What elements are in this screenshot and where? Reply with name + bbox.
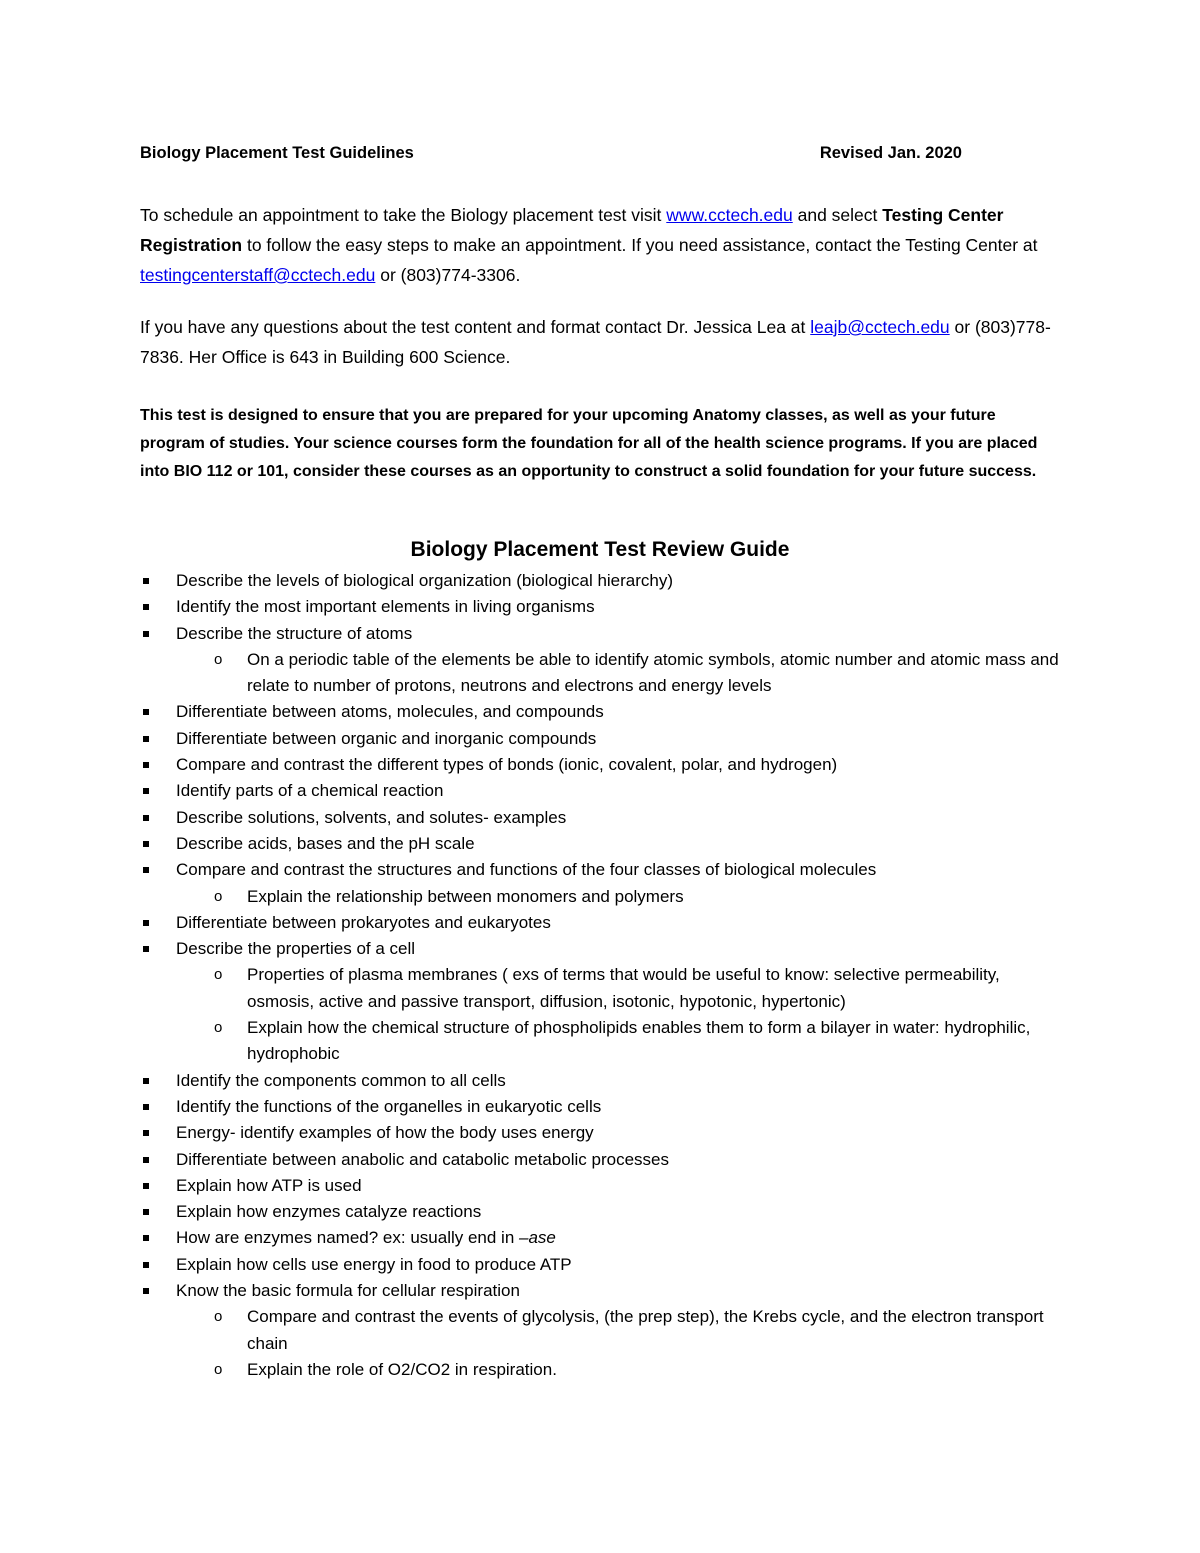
list-item: Energy- identify examples of how the body uses energy (140, 1120, 1070, 1146)
p1-text-2: and select (792, 205, 883, 225)
sub-list-item: o Explain the relationship between monomers and polymers (140, 884, 1070, 910)
scheduling-paragraph (140, 200, 1065, 290)
p1-text-3: to follow the easy steps to make an appointment. If you need assistance, contact the Testing Center at (242, 235, 1038, 255)
review-guide-list (140, 568, 1070, 1383)
sub-list-item: o Compare and contrast the events of glycolysis, (the prep step), the Krebs cycle, and the electron transport chain (140, 1304, 1070, 1357)
sub-list-item: o Explain how the chemical structure of phospholipids enables them to form a bilayer in water: hydrophilic, hydrophobic (140, 1015, 1070, 1068)
list-item (140, 1225, 1070, 1251)
list-item: Identify the most important elements in living organisms (140, 594, 1070, 620)
sub-list-item: o Properties of plasma membranes ( exs of terms that would be useful to know: selective permeability, osmosis, active and passive transport, diffusion, isotonic, hypotonic, hypertonic) (140, 962, 1070, 1015)
list-item: Compare and contrast the different types of bonds (ionic, covalent, polar, and hydrogen) (140, 752, 1070, 778)
enzyme-suffix: –ase (519, 1228, 556, 1248)
list-item: Differentiate between anabolic and catabolic metabolic processes (140, 1147, 1070, 1173)
sub-list-item: o Explain the role of O2/CO2 in respiration. (140, 1357, 1070, 1383)
list-item: Explain how cells use energy in food to produce ATP (140, 1252, 1070, 1278)
list-item: Differentiate between prokaryotes and eukaryotes (140, 910, 1070, 936)
list-item: Describe the structure of atoms (140, 621, 1070, 647)
p2-text-2: or (803)778-7836. Her Office is 643 in Building 600 Science. (140, 317, 1051, 367)
list-item: Explain how ATP is used (140, 1173, 1070, 1199)
list-item: Describe the levels of biological organization (biological hierarchy) (140, 568, 1070, 594)
list-item: Identify parts of a chemical reaction (140, 778, 1070, 804)
p1-text-4: or (803)774-3306. (375, 265, 521, 285)
list-item: Differentiate between organic and inorganic compounds (140, 726, 1070, 752)
purpose-paragraph: This test is designed to ensure that you are prepared for your upcoming Anatomy classes, as well as your future program of studies. Your science courses form the foundation for all of the health science programs. If you are placed into BIO 112 or 101, consider these courses as an opportunity to construct a solid foundation for your future success. (140, 407, 1038, 480)
document-header (140, 144, 962, 163)
sub-list-item: o On a periodic table of the elements be able to identify atomic symbols, atomic number and atomic mass and relate to number of protons, neutrons and electrons and energy levels (140, 647, 1070, 700)
list-item: Explain how enzymes catalyze reactions (140, 1199, 1070, 1225)
testing-center-registration-label: Testing Center Registration (140, 205, 1004, 255)
cctech-website-link[interactable]: www.cctech.edu (666, 205, 793, 225)
instructor-email-link[interactable]: leajb@cctech.edu (810, 317, 950, 337)
p1-text-1: To schedule an appointment to take the Biology placement test visit (140, 205, 667, 225)
contact-paragraph (140, 312, 1065, 372)
revision-date: Revised Jan. 2020 (819, 144, 962, 162)
list-item: Identify the components common to all cells (140, 1068, 1070, 1094)
document-title: Biology Placement Test Guidelines (140, 144, 414, 162)
list-item: Identify the functions of the organelles in eukaryotic cells (140, 1094, 1070, 1120)
enzyme-naming-text: How are enzymes named? ex: usually end in (176, 1228, 520, 1248)
testing-center-email-link[interactable]: testingcenterstaff@cctech.edu (140, 265, 376, 285)
list-item: Differentiate between atoms, molecules, and compounds (140, 699, 1070, 725)
p2-text-1: If you have any questions about the test content and format contact Dr. Jessica Lea at (140, 317, 811, 337)
review-guide-title: Biology Placement Test Review Guide (410, 538, 790, 561)
list-item: Describe solutions, solvents, and solutes- examples (140, 805, 1070, 831)
list-item: Describe the properties of a cell (140, 936, 1070, 962)
list-item: Describe acids, bases and the pH scale (140, 831, 1070, 857)
list-item: Know the basic formula for cellular respiration (140, 1278, 1070, 1304)
list-item: Compare and contrast the structures and functions of the four classes of biological molecules (140, 857, 1070, 883)
